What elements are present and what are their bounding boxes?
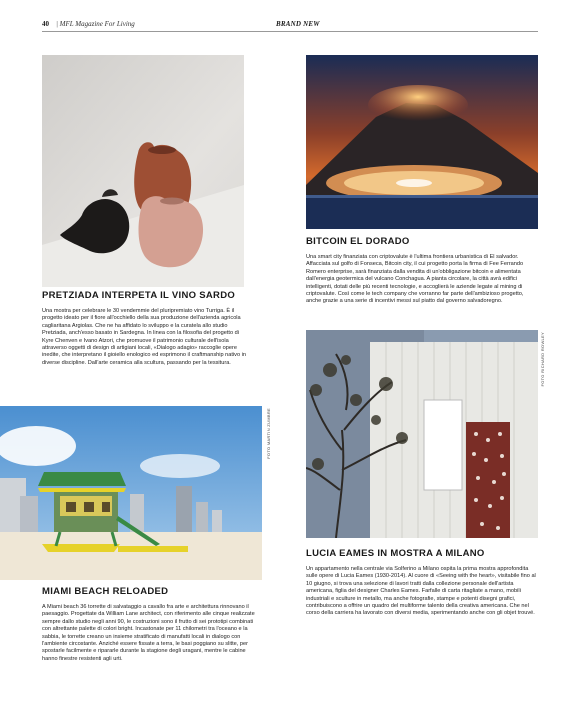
vases-photo bbox=[42, 55, 244, 287]
article-title: MIAMI BEACH RELOADED bbox=[42, 586, 169, 597]
page-number: 40 bbox=[42, 20, 49, 28]
article-title: BITCOIN EL DORADO bbox=[306, 236, 410, 247]
article-body: Una mostra per celebrare le 30 vendemmie del pluripremiato vino Turriga. È il progetto ideato per il fiore all'occhiello della sua produzione dell'azienda agricola cagliaritana Argiolas. Che ne ha affidato lo sviluppo e la curatela allo studio Pretziada, anch'esso basato in Sardegna. In linea con la filosofia del progetto di Kyre Chenven e Ivano Atzori, che promuove il patrimonio culturale dell'isola attraverso oggetti di design di artigiani locali, «Dialogo adagio» raccoglie opere inedite, che interpretano il gioiello enologico ed esprimono il craftmanship nativo in diverse discipline. Dall'arte ceramica alla scultura, passando per la tessitura. bbox=[42, 308, 246, 366]
photo-credit: FOTO MARTIN ZUMBRE bbox=[266, 408, 271, 459]
article-title: LUCIA EAMES IN MOSTRA A MILANO bbox=[306, 548, 485, 559]
article-body: A Miami beach 36 torrette di salvataggio a cavallo fra arte e architettura rinnovano il paesaggio. Progettate da William Lane architect, con riferimento alle cinque realizzate sempre dallo studio negli anni 90, le costruzioni sono il frutto di sei prototipi combinati con altrettante palette di colori bright. Incastonate per 11 chilometri tra l'oceano e la sabbia, le torrette creano un insieme stratificato di manufatti locali in dialogo con l'ambiente circostante. Anziché essere fissate a terra, le basi poggiano su slitte, per spostarle facilmente e ripararle durante la stagione degli uragani, mentre le cabine hanno finestre resistenti agli urti. bbox=[42, 604, 255, 662]
article-body: Un appartamento nella centrale via Solferino a Milano ospita la prima mostra approfondita sulle opere di Lucia Eames (1930-2014). Al cuore di «Seeing with the heart», visitabile fino al 10 giugno, si trova una selezione di lavori tratti dalla collezione personale dell'artista americana, figlia del designer Charles Eames. Farfalle di carta ritagliate a mano, mobili industriali e sculture in metallo, ma anche fotografie, stampe e potenti disegni grafici, contribuiscono a offrire un quadro del multiforme talento della creativa americana. Che nel corso della carriera ha lavorato con diversi media, sperimentando anche con gli objet trouvé. bbox=[306, 566, 536, 617]
eames-apartment-photo bbox=[306, 330, 538, 538]
photo-credit: FOTO RICHARD ROWLEY bbox=[540, 332, 545, 387]
magazine-name: | MFL Magazine For Living bbox=[56, 20, 135, 28]
header-rule bbox=[42, 31, 538, 32]
article-title: PRETZIADA INTERPETA IL VINO SARDO bbox=[42, 290, 236, 301]
lifeguard-tower-photo bbox=[0, 406, 262, 580]
article-body: Una smart city finanziata con criptovalute è l'ultima frontiera urbanistica di El salvador. Affacciata sul golfo di Fonseca, Bitcoin city, il cui progetto porta la firma di Fee Ferrando Romero enterprise, sarà finanziata dalla vendita di un'obbligazione bitcoin e alimentata dall'energia geotermica del vulcano Conchagua. A pianta circolare, la città avrà edifici intelligenti, dotati delle più recenti tecnologie, e accoglierà le aziende legate al mining di criptovalute. Così come le tech company che vorranno far parte dell'ambizioso progetto, anche grazie a una serie di incentivi messi sul piatto dal governo salvadoregno. bbox=[306, 254, 524, 305]
section-label: BRAND NEW bbox=[276, 20, 320, 28]
bitcoin-city-photo bbox=[306, 55, 538, 229]
